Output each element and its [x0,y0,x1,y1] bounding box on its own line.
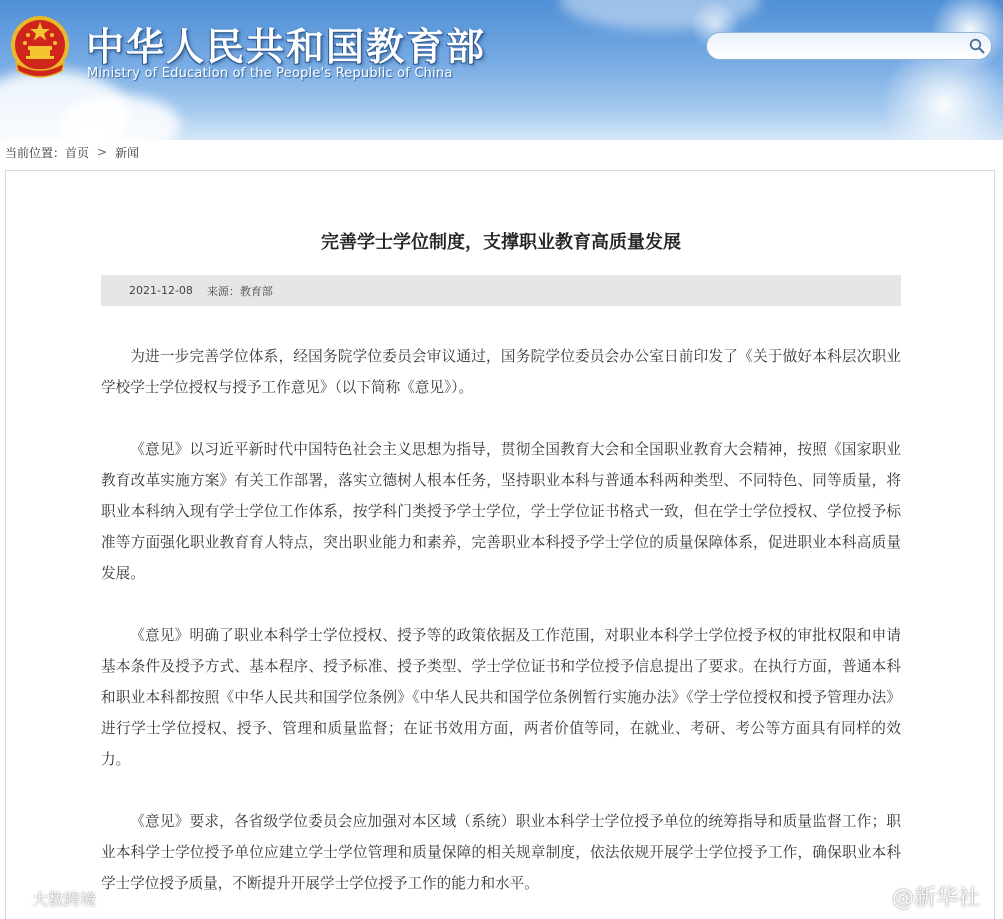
search-box [706,32,992,60]
watermark-right [860,881,980,912]
weibo-icon [8,891,28,907]
breadcrumb [5,143,139,161]
article-container [5,170,995,919]
article-body [101,341,901,919]
search-input[interactable] [719,36,959,56]
article-title: 完善学士学位制度，支撑职业教育高质量发展 [321,232,681,253]
watermark-left [8,887,96,910]
article-date: 2021-12-08 [129,284,193,297]
weibo-icon [860,885,890,909]
breadcrumb-news-link[interactable]: 新闻 [115,145,140,160]
article-paragraph: 《意见》以习近平新时代中国特色社会主义思想为指导，贯彻全国教育大会和全国职业教育大会精神，按照《国家职业教育改革实施方案》有关工作部署，落实立德树人根本任务，坚持职业本科与普通本科两种类型、不同特色、同等质量，将职业本科纳入现有学士学位工作体系，按学科门类授予学士学位，学士学位证书格式一致，但在学士学位授权、学位授予标准等方面强化职业教育育人特点，突出职业能力和素养，完善职业本科授予学士学位的质量保障体系，促进职业本科高质量发展。 [101,441,901,582]
article-meta-bar [101,275,901,306]
site-header [0,0,1003,140]
watermark-left-text: 大数跨境 [32,890,97,909]
watermark-right-text: @新华社 [892,886,981,911]
national-emblem-icon[interactable] [8,13,72,81]
search-icon[interactable] [969,38,985,54]
breadcrumb-home-link[interactable]: 首页 [65,145,90,160]
article-source: 来源：教育部 [206,284,273,298]
article-paragraph: 《意见》明确了职业本科学士学位授权、授予等的政策依据及工作范围，对职业本科学士学位授予权的审批权限和申请基本条件及授予方式、基本程序、授予标准、授予类型、学士学位证书和学位授予信息提出了要求。在执行方面，普通本科和职业本科都按照《中华人民共和国学位条例》《中华人民共和国学位条例暂行实施办法》《学士学位授权和授予管理办法》进行学士学位授权、授予、管理和质量监督；在证书效用方面，两者价值等同，在就业、考研、考公等方面具有同样的效力。 [101,627,901,768]
article-paragraph: 为进一步完善学位体系，经国务院学位委员会审议通过，国务院学位委员会办公室日前印发了《关于做好本科层次职业学校学士学位授权与授予工作意见》（以下简称《意见》）。 [101,348,901,396]
breadcrumb-separator: > [97,145,108,159]
site-title[interactable]: 中华人民共和国教育部 [86,25,487,69]
breadcrumb-label: 当前位置： [5,145,66,160]
site-subtitle: Ministry of Education of the People's Republic of China [87,66,453,81]
article-paragraph: 《意见》要求，各省级学位委员会应加强对本区域（系统）职业本科学士学位授予单位的统筹指导和质量监督工作；职业本科学士学位授予单位应建立学士学位管理和质量保障的相关规章制度，依法依规开展学士学位授予工作，确保职业本科学士学位授予质量，不断提升开展学士学位授予工作的能力和水平。 [101,813,901,892]
